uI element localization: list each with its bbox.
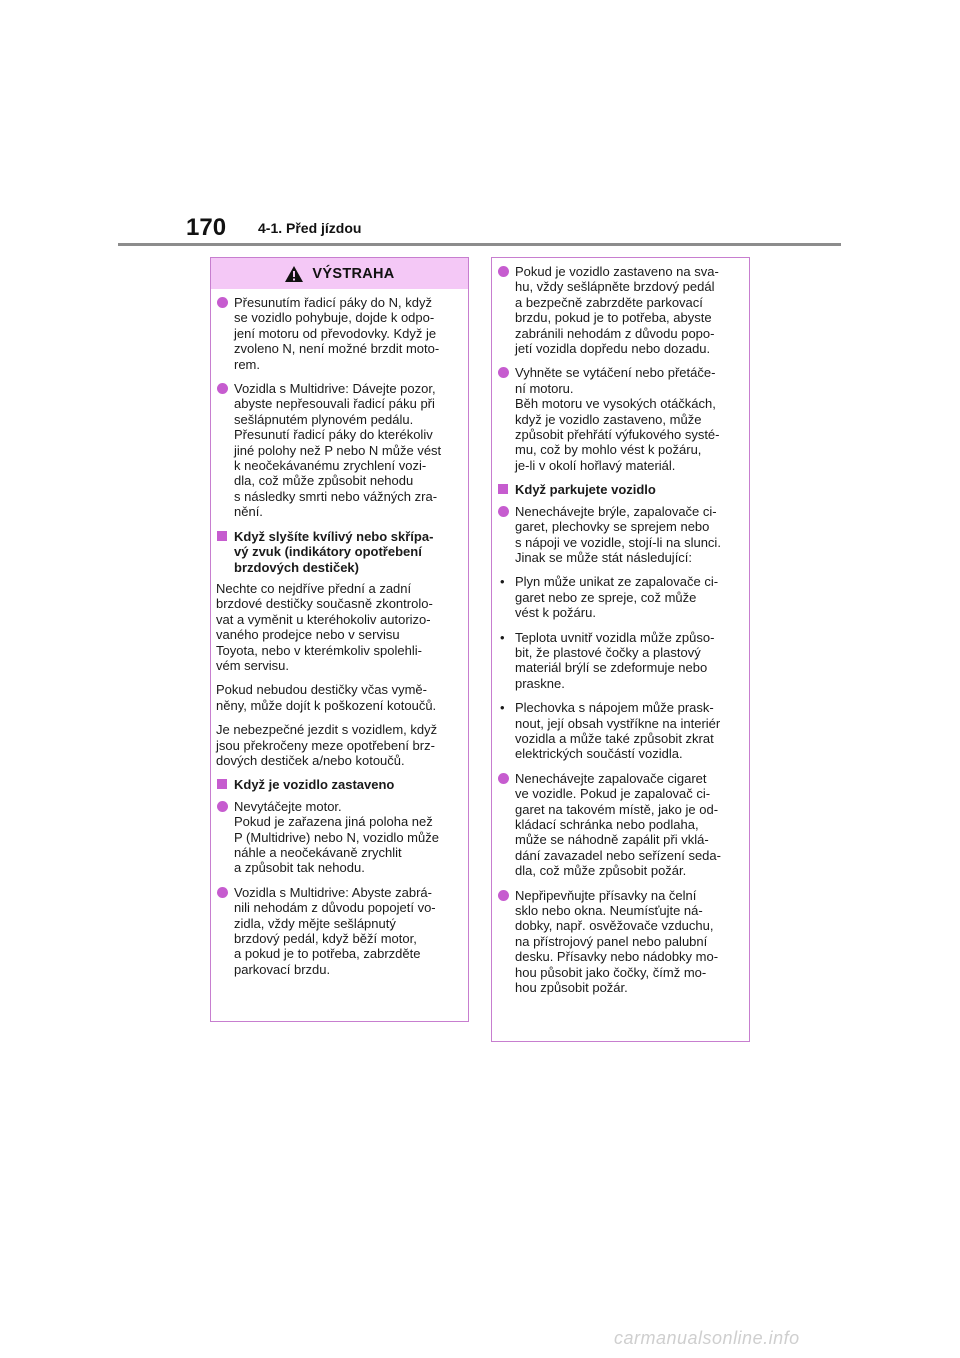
text-line: zvoleno N, není možné brzdit moto- <box>234 341 440 357</box>
bullet-icon <box>498 890 509 901</box>
text-line: Jinak se může stát následující: <box>515 549 693 565</box>
text-line: Přesunutím řadicí páky do N, když <box>234 295 432 310</box>
warning-box-left <box>210 257 469 1022</box>
text-line: desku. Přísavky nebo nádobky mo- <box>515 949 719 965</box>
text-line: je-li v okolí hořlavý materiál. <box>515 457 676 473</box>
bullet-icon <box>498 266 509 277</box>
bullet-icon <box>217 383 228 394</box>
text-line: Pokud nebudou destičky včas vymě- <box>216 682 427 698</box>
text-line: k neočekávanému zrychlení vozi- <box>234 458 427 474</box>
small-bullet-icon: • <box>500 700 505 716</box>
text-line: vém servisu. <box>216 657 289 673</box>
text-line: Když je vozidlo zastaveno <box>234 777 395 793</box>
text-line: jsou překročeny meze opotřebení brz- <box>216 737 435 753</box>
section-title: 4-1. Před jízdou <box>258 220 362 236</box>
text-line: náhle a neočekávaně zrychlit <box>234 845 402 860</box>
list-item <box>216 799 458 876</box>
text-line: Když parkujete vozidlo <box>515 482 656 498</box>
list-item <box>497 504 739 566</box>
square-bullet-icon <box>498 484 508 494</box>
subsection-heading <box>497 482 739 497</box>
text-line: nění. <box>234 504 263 520</box>
text-line: materiál brýlí se zdeformuje nebo <box>515 660 708 676</box>
text-line: Plechovka s nápojem může prask- <box>515 700 714 716</box>
text-line: a pokud je to potřeba, zabrzděte <box>234 946 421 962</box>
bullet-icon <box>217 297 228 308</box>
text-line: Když slyšíte kvílivý nebo skřípa- <box>234 528 434 544</box>
text-line: P (Multidrive) nebo N, vozidlo může <box>234 829 439 845</box>
text-line: mu, což by mohlo vést k požáru, <box>515 442 702 458</box>
text-line: jetí vozidla dopředu nebo dozadu. <box>515 341 711 357</box>
square-bullet-icon <box>217 531 227 541</box>
bullet-icon <box>217 801 228 812</box>
text-line: se vozidlo pohybuje, dojde k odpo- <box>234 310 435 326</box>
list-item <box>497 888 739 996</box>
paragraph <box>216 682 458 713</box>
warning-header <box>211 258 468 289</box>
text-line: zidla, vždy mějte sešlápnutý <box>234 915 396 931</box>
text-line: vý zvuk (indikátory opotřebení <box>234 544 422 560</box>
text-line: Pokud je vozidlo zastaveno na sva- <box>515 264 719 279</box>
text-line: brzdové destičky současně zkontrolo- <box>216 596 433 612</box>
text-line: nili nehodám z důvodu popojetí vo- <box>234 900 436 916</box>
text-line: praskne. <box>515 675 565 691</box>
text-line: zabránili nehodám z důvodu popo- <box>515 325 715 341</box>
text-line: nout, její obsah vystříkne na interiér <box>515 715 721 731</box>
text-line: bit, že plastové čočky a plastový <box>515 644 701 660</box>
bullet-icon <box>498 367 509 378</box>
text-line: parkovací brzdu. <box>234 961 331 977</box>
text-line: vést k požáru. <box>515 605 596 621</box>
text-line: jiné polohy než P nebo N může vést <box>234 442 442 458</box>
list-item <box>216 885 458 977</box>
text-line: abyste nepřesouvali řadicí páku při <box>234 396 435 412</box>
warning-triangle-icon <box>284 265 304 283</box>
text-line: Plyn může unikat ze zapalovače ci- <box>515 574 719 590</box>
text-line: a způsobit tak nehodu. <box>234 860 365 876</box>
small-bullet-icon: • <box>500 629 505 645</box>
bullet-icon <box>217 887 228 898</box>
text-line: způsobit přehřátí výfukového systé- <box>515 427 720 443</box>
text-line: s následky smrti nebo vážných zra- <box>234 488 438 504</box>
text-line: Pokud je zařazena jiná poloha než <box>234 814 433 830</box>
text-line: rem. <box>234 356 260 372</box>
text-line: garet na takovém místě, jako je od- <box>515 801 719 817</box>
text-line: když je vozidlo zastaveno, může <box>515 411 702 427</box>
text-line: hou způsobit požár. <box>515 980 628 996</box>
text-line: může se náhodně zapálit při vklá- <box>515 832 709 848</box>
text-line: vozidla a může také způsobit zkrat <box>515 730 714 746</box>
list-item <box>497 771 739 879</box>
text-line: jení motoru od převodovky. Když je <box>234 325 437 341</box>
text-line: dla, což může způsobit požár. <box>515 863 687 879</box>
text-line: elektrických součástí vozidla. <box>515 746 683 762</box>
text-line: brzdových destiček) <box>234 559 359 575</box>
text-line: Přesunutí řadicí páky do kterékoliv <box>234 427 433 443</box>
sub-list-item <box>497 574 739 620</box>
text-line: s nápoji ve vozidle, stojí-li na slunci. <box>515 534 721 550</box>
warning-title: VÝSTRAHA <box>312 265 395 282</box>
text-line: garet, plechovky se sprejem nebo <box>515 519 710 535</box>
footer-watermark[interactable]: carmanualsonline.info <box>614 1328 800 1348</box>
subsection-heading <box>216 529 458 575</box>
subsection-heading <box>216 777 458 792</box>
list-item <box>497 365 739 473</box>
text-line: něny, může dojít k poškození kotoučů. <box>216 697 437 713</box>
text-line: dla, což může způsobit nehodu <box>234 473 414 489</box>
text-line: Toyota, nebo v kterémkoliv spolehli- <box>216 642 422 658</box>
bullet-icon <box>498 506 509 517</box>
text-line: Nechte co nejdříve přední a zadní <box>216 580 412 596</box>
left-column-content <box>211 289 468 977</box>
paragraph <box>216 581 458 673</box>
text-line: dových destiček a/nebo kotoučů. <box>216 752 405 768</box>
text-line: sklo nebo okna. Neumísťujte ná- <box>515 903 703 919</box>
bullet-icon <box>498 773 509 784</box>
warning-box-right <box>491 257 750 1042</box>
text-line: Vyhněte se vytáčení nebo přetáče- <box>515 365 716 381</box>
text-line: dobky, např. osvěžovače vzduchu, <box>515 918 714 934</box>
text-line: Teplota uvnitř vozidla může způso- <box>515 629 715 645</box>
text-line: na přístrojový panel nebo palubní <box>515 933 708 949</box>
text-line: brzdu, pokud je to potřeba, abyste <box>515 310 712 326</box>
text-line: Běh motoru ve vysokých otáčkách, <box>515 396 716 412</box>
list-item <box>216 295 458 372</box>
text-line: Nenechávejte zapalovače cigaret <box>515 770 707 786</box>
text-line: kládací schránka nebo podlaha, <box>515 817 699 832</box>
text-line: Vozidla s Multidrive: Abyste zabrá- <box>234 884 432 900</box>
header-rule <box>118 243 841 246</box>
text-line: hu, vždy sešlápněte brzdový pedál <box>515 279 715 295</box>
list-item <box>497 264 739 356</box>
text-line: ve vozidle. Pokud je zapalovač ci- <box>515 786 711 802</box>
text-line: Nevytáčejte motor. <box>234 798 342 814</box>
text-line: hou působit jako čočky, čímž mo- <box>515 964 707 980</box>
text-line: a bezpečně zabrzděte parkovací <box>515 294 703 310</box>
sub-list-item <box>497 700 739 762</box>
text-line: sešlápnutém plynovém pedálu. <box>234 411 414 427</box>
text-line: vat a vyměnit u kteréhokoliv autorizo- <box>216 611 431 627</box>
text-line: Nepřipevňujte přísavky na čelní <box>515 887 697 903</box>
square-bullet-icon <box>217 779 227 789</box>
text-line: dání zavazadel nebo seřízení seda- <box>515 847 721 863</box>
text-line: brzdový pedál, když běží motor, <box>234 931 417 947</box>
text-line: ní motoru. <box>515 380 574 396</box>
text-line: Nenechávejte brýle, zapalovače ci- <box>515 503 717 519</box>
list-item <box>216 381 458 520</box>
paragraph <box>216 722 458 768</box>
text-line: Vozidla s Multidrive: Dávejte pozor, <box>234 381 436 397</box>
text-line: garet nebo ze spreje, což může <box>515 589 697 605</box>
page-number: 170 <box>186 214 227 241</box>
text-line: Je nebezpečné jezdit s vozidlem, když <box>216 722 438 738</box>
small-bullet-icon: • <box>500 574 505 590</box>
sub-list-item <box>497 630 739 692</box>
text-line: vaného prodejce nebo v servisu <box>216 627 400 643</box>
